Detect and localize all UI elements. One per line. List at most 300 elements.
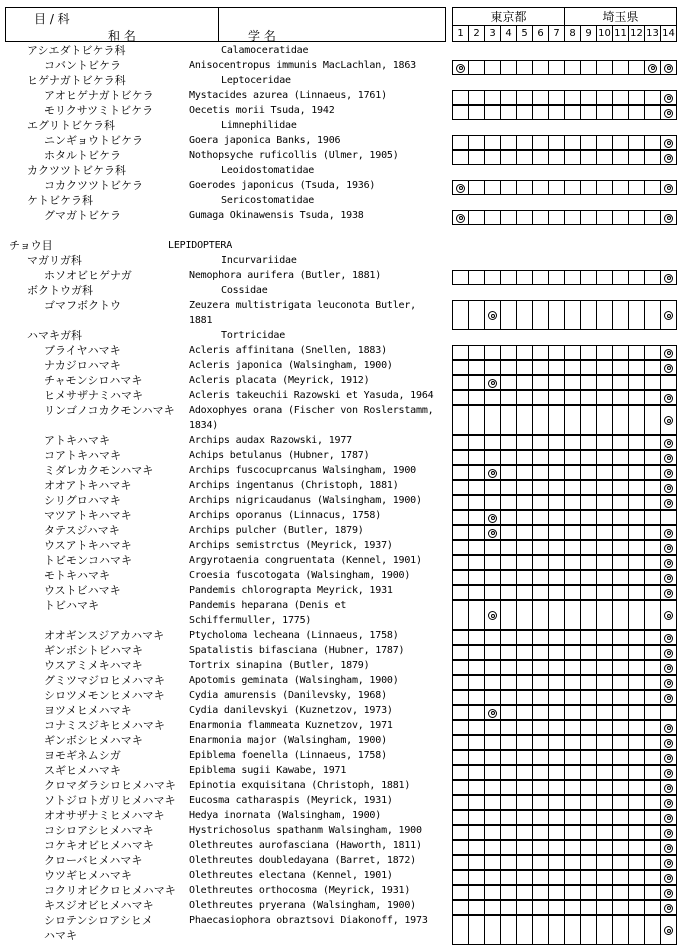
site-cell-12 <box>629 466 645 480</box>
species-japanese-name: シロツメモンヒメハマキ <box>44 689 165 702</box>
header-column-divider <box>218 8 219 41</box>
site-cell-5 <box>517 676 533 690</box>
site-cell-12 <box>629 541 645 555</box>
site-cell-14 <box>661 556 677 570</box>
site-cell-7 <box>549 271 565 285</box>
site-cell-4 <box>501 541 517 555</box>
site-cell-14 <box>661 376 677 390</box>
site-cell-8 <box>565 826 581 840</box>
record-mark-icon <box>488 611 497 620</box>
species-japanese-name: アトキハマキ <box>44 434 110 447</box>
site-cell-5 <box>517 586 533 600</box>
site-cell-8 <box>565 556 581 570</box>
record-grid-row <box>452 180 677 195</box>
site-cell-4 <box>501 691 517 705</box>
site-cell-6 <box>533 91 549 105</box>
site-cell-8 <box>565 856 581 870</box>
site-cell-5 <box>517 751 533 765</box>
site-cell-4 <box>501 601 517 630</box>
record-mark-icon <box>664 154 673 163</box>
site-cell-1 <box>453 436 469 450</box>
site-cell-13 <box>645 346 661 360</box>
site-cell-8 <box>565 436 581 450</box>
site-cell-9 <box>581 736 597 750</box>
site-cell-4 <box>501 391 517 405</box>
site-cell-12 <box>629 781 645 795</box>
site-cell-14 <box>661 661 677 675</box>
species-scientific-name: Epiblema foenella (Linnaeus, 1758) <box>189 750 387 761</box>
site-cell-12 <box>629 721 645 735</box>
site-cell-11 <box>613 691 629 705</box>
species-japanese-name: ホソオビヒゲナガ <box>44 269 132 282</box>
species-japanese-name: ブライヤハマキ <box>44 344 121 357</box>
species-scientific-name: Olethreutes pryerana (Walsingham, 1900) <box>189 900 416 911</box>
site-cell-1 <box>453 916 469 945</box>
site-cell-13 <box>645 676 661 690</box>
site-cell-7 <box>549 91 565 105</box>
site-cell-7 <box>549 181 565 195</box>
record-grid-row <box>452 405 677 435</box>
site-cell-2 <box>469 556 485 570</box>
species-japanese-name: オオギンスジアカハマキ <box>44 629 165 642</box>
site-cell-1 <box>453 721 469 735</box>
site-cell-6 <box>533 691 549 705</box>
site-cell-2 <box>469 856 485 870</box>
species-scientific-name: Hystrichosolus spathanm Walsingham, 1900 <box>189 825 422 836</box>
site-cell-1 <box>453 541 469 555</box>
record-mark-icon <box>664 439 673 448</box>
site-cell-6 <box>533 151 549 165</box>
species-japanese-name: コクリオビクロヒメハマキ <box>44 884 176 897</box>
record-mark-icon <box>664 724 673 733</box>
site-cell-10 <box>597 691 613 705</box>
site-cell-7 <box>549 796 565 810</box>
record-grid-row <box>452 60 677 75</box>
site-cell-3 <box>485 451 501 465</box>
site-cell-10 <box>597 571 613 585</box>
site-cell-8 <box>565 676 581 690</box>
site-cell-6 <box>533 181 549 195</box>
site-cell-1 <box>453 361 469 375</box>
site-cell-14 <box>661 841 677 855</box>
species-scientific-name: Eucosma catharaspis (Meyrick, 1931) <box>189 795 393 806</box>
site-cell-8 <box>565 271 581 285</box>
site-cell-6 <box>533 436 549 450</box>
site-cell-11 <box>613 271 629 285</box>
site-cell-4 <box>501 736 517 750</box>
site-cell-6 <box>533 871 549 885</box>
record-grid-row <box>452 810 677 825</box>
record-mark-icon <box>664 544 673 553</box>
record-mark-icon <box>664 529 673 538</box>
site-cell-4 <box>501 706 517 720</box>
site-cell-13 <box>645 451 661 465</box>
site-cell-6 <box>533 856 549 870</box>
site-cell-1 <box>453 136 469 150</box>
site-cell-5 <box>517 571 533 585</box>
site-cell-6 <box>533 451 549 465</box>
site-cell-3 <box>485 511 501 525</box>
site-cell-9 <box>581 466 597 480</box>
family-name: マガリガ科 <box>27 254 82 267</box>
site-cell-13 <box>645 706 661 720</box>
site-cell-3 <box>485 841 501 855</box>
site-number-6: 6 <box>533 26 549 42</box>
site-cell-11 <box>613 481 629 495</box>
site-cell-12 <box>629 736 645 750</box>
site-cell-14 <box>661 901 677 915</box>
site-cell-7 <box>549 151 565 165</box>
species-scientific-name: Goera japonica Banks, 1906 <box>189 135 341 146</box>
site-cell-6 <box>533 466 549 480</box>
record-grid-row <box>452 660 677 675</box>
record-mark-icon <box>664 469 673 478</box>
site-cell-10 <box>597 496 613 510</box>
site-cell-8 <box>565 886 581 900</box>
site-cell-3 <box>485 811 501 825</box>
site-cell-14 <box>661 796 677 810</box>
site-cell-12 <box>629 271 645 285</box>
site-cell-1 <box>453 736 469 750</box>
site-cell-4 <box>501 586 517 600</box>
record-mark-icon <box>664 484 673 493</box>
site-cell-8 <box>565 181 581 195</box>
site-cell-3 <box>485 361 501 375</box>
site-cell-5 <box>517 691 533 705</box>
site-cell-13 <box>645 151 661 165</box>
species-scientific-name: Nothopsyche ruficollis (Ulmer, 1905) <box>189 150 399 161</box>
site-cell-4 <box>501 91 517 105</box>
species-japanese-name: コバントビケラ <box>44 59 121 72</box>
site-cell-1 <box>453 526 469 540</box>
site-cell-10 <box>597 91 613 105</box>
site-cell-14 <box>661 151 677 165</box>
site-cell-1 <box>453 511 469 525</box>
site-cell-12 <box>629 556 645 570</box>
site-cell-12 <box>629 766 645 780</box>
site-cell-6 <box>533 781 549 795</box>
species-scientific-name: Epinotia exquisitana (Christoph, 1881) <box>189 780 411 791</box>
site-cell-10 <box>597 736 613 750</box>
species-japanese-name: コアトキハマキ <box>44 449 121 462</box>
record-mark-icon <box>664 274 673 283</box>
site-cell-11 <box>613 901 629 915</box>
site-cell-13 <box>645 436 661 450</box>
site-cell-5 <box>517 706 533 720</box>
site-cell-2 <box>469 886 485 900</box>
site-cell-11 <box>613 301 629 330</box>
site-cell-1 <box>453 391 469 405</box>
site-cell-7 <box>549 781 565 795</box>
site-cell-10 <box>597 361 613 375</box>
site-cell-13 <box>645 211 661 225</box>
site-cell-5 <box>517 601 533 630</box>
site-cell-8 <box>565 901 581 915</box>
family-scientific-name: Calamoceratidae <box>221 45 309 56</box>
species-scientific-name: Olethreutes doubledayana (Barret, 1872) <box>189 855 416 866</box>
site-cell-5 <box>517 511 533 525</box>
site-cell-2 <box>469 526 485 540</box>
site-cell-2 <box>469 496 485 510</box>
species-scientific-name: Mystacides azurea (Linnaeus, 1761) <box>189 90 387 101</box>
site-cell-5 <box>517 436 533 450</box>
site-cell-3 <box>485 766 501 780</box>
site-cell-14 <box>661 571 677 585</box>
species-japanese-name-cont: ハマキ <box>44 929 77 942</box>
site-cell-12 <box>629 436 645 450</box>
site-cell-5 <box>517 646 533 660</box>
record-mark-icon <box>664 94 673 103</box>
site-cell-1 <box>453 106 469 120</box>
species-scientific-name: Cydia amurensis (Danilevsky, 1968) <box>189 690 387 701</box>
site-cell-2 <box>469 721 485 735</box>
site-cell-11 <box>613 916 629 945</box>
site-cell-11 <box>613 826 629 840</box>
site-cell-7 <box>549 376 565 390</box>
species-scientific-name: Apotomis geminata (Walsingham, 1900) <box>189 675 399 686</box>
site-cell-4 <box>501 766 517 780</box>
site-number-1: 1 <box>453 26 469 42</box>
site-cell-4 <box>501 751 517 765</box>
site-cell-11 <box>613 781 629 795</box>
site-cell-2 <box>469 271 485 285</box>
record-grid-row <box>452 150 677 165</box>
site-cell-7 <box>549 571 565 585</box>
site-cell-3 <box>485 496 501 510</box>
site-cell-4 <box>501 631 517 645</box>
site-cell-8 <box>565 376 581 390</box>
site-cell-7 <box>549 766 565 780</box>
record-grid-row <box>452 630 677 645</box>
site-cell-14 <box>661 211 677 225</box>
site-cell-2 <box>469 811 485 825</box>
site-cell-7 <box>549 526 565 540</box>
site-cell-11 <box>613 361 629 375</box>
species-scientific-name: Croesia fuscotogata (Walsingham, 1900) <box>189 570 411 581</box>
site-cell-12 <box>629 151 645 165</box>
species-japanese-name: グミツマジロヒメハマキ <box>44 674 165 687</box>
site-cell-3 <box>485 691 501 705</box>
site-cell-13 <box>645 406 661 435</box>
site-cell-12 <box>629 61 645 75</box>
site-cell-7 <box>549 451 565 465</box>
site-cell-6 <box>533 826 549 840</box>
site-cell-13 <box>645 481 661 495</box>
site-cell-10 <box>597 436 613 450</box>
site-cell-8 <box>565 736 581 750</box>
site-cell-1 <box>453 466 469 480</box>
site-cell-12 <box>629 481 645 495</box>
site-cell-1 <box>453 796 469 810</box>
site-cell-6 <box>533 406 549 435</box>
site-cell-10 <box>597 61 613 75</box>
record-grid-row <box>452 555 677 570</box>
site-cell-10 <box>597 826 613 840</box>
site-cell-10 <box>597 646 613 660</box>
site-cell-7 <box>549 631 565 645</box>
site-cell-7 <box>549 406 565 435</box>
site-cell-4 <box>501 571 517 585</box>
site-cell-2 <box>469 391 485 405</box>
site-number-5: 5 <box>517 26 533 42</box>
site-cell-13 <box>645 61 661 75</box>
site-cell-13 <box>645 601 661 630</box>
record-mark-icon <box>664 859 673 868</box>
species-japanese-name: タテスジハマキ <box>44 524 120 537</box>
record-grid-row <box>452 585 677 600</box>
species-japanese-name: オオアトキハマキ <box>44 479 132 492</box>
species-japanese-name: グマガトビケラ <box>44 209 121 222</box>
site-cell-10 <box>597 481 613 495</box>
site-cell-10 <box>597 886 613 900</box>
site-cell-5 <box>517 811 533 825</box>
site-cell-6 <box>533 271 549 285</box>
site-cell-6 <box>533 361 549 375</box>
record-grid-row <box>452 795 677 810</box>
species-japanese-name: トビモンコハマキ <box>44 554 132 567</box>
site-cell-13 <box>645 301 661 330</box>
site-cell-6 <box>533 601 549 630</box>
site-cell-13 <box>645 841 661 855</box>
order-scientific-name: LEPIDOPTERA <box>168 240 233 251</box>
site-cell-7 <box>549 646 565 660</box>
record-mark-icon <box>664 364 673 373</box>
site-cell-3 <box>485 631 501 645</box>
site-cell-13 <box>645 751 661 765</box>
site-cell-9 <box>581 211 597 225</box>
site-cell-2 <box>469 706 485 720</box>
site-cell-6 <box>533 736 549 750</box>
site-cell-4 <box>501 811 517 825</box>
species-scientific-name-cont: 1834) <box>189 420 219 431</box>
site-cell-5 <box>517 766 533 780</box>
site-cell-5 <box>517 541 533 555</box>
site-cell-3 <box>485 376 501 390</box>
site-cell-3 <box>485 706 501 720</box>
site-cell-10 <box>597 796 613 810</box>
record-mark-icon <box>664 109 673 118</box>
site-cell-12 <box>629 106 645 120</box>
site-cell-1 <box>453 181 469 195</box>
site-cell-8 <box>565 136 581 150</box>
site-cell-6 <box>533 916 549 945</box>
species-japanese-name: コシロアシヒメハマキ <box>44 824 154 837</box>
site-cell-5 <box>517 391 533 405</box>
site-cell-2 <box>469 91 485 105</box>
site-cell-4 <box>501 136 517 150</box>
record-grid-row <box>452 870 677 885</box>
site-cell-1 <box>453 571 469 585</box>
site-cell-4 <box>501 646 517 660</box>
site-cell-7 <box>549 751 565 765</box>
site-cell-11 <box>613 676 629 690</box>
site-cell-5 <box>517 451 533 465</box>
record-grid-row <box>452 435 677 450</box>
site-cell-5 <box>517 151 533 165</box>
site-cell-11 <box>613 751 629 765</box>
site-cell-5 <box>517 481 533 495</box>
record-grid-row <box>452 690 677 705</box>
site-cell-10 <box>597 406 613 435</box>
site-cell-10 <box>597 811 613 825</box>
site-cell-5 <box>517 901 533 915</box>
site-cell-8 <box>565 91 581 105</box>
site-cell-7 <box>549 211 565 225</box>
site-cell-8 <box>565 706 581 720</box>
site-cell-13 <box>645 391 661 405</box>
species-scientific-name: Argyrotaenia congruentata (Kennel, 1901) <box>189 555 422 566</box>
site-cell-8 <box>565 211 581 225</box>
site-cell-8 <box>565 691 581 705</box>
site-cell-7 <box>549 676 565 690</box>
site-cell-4 <box>501 211 517 225</box>
species-scientific-name: Spatalistis bifasciana (Hubner, 1787) <box>189 645 405 656</box>
site-cell-9 <box>581 916 597 945</box>
site-cell-14 <box>661 526 677 540</box>
record-mark-icon <box>664 679 673 688</box>
site-cell-8 <box>565 466 581 480</box>
site-number-9: 9 <box>581 26 597 42</box>
site-cell-10 <box>597 181 613 195</box>
site-cell-9 <box>581 661 597 675</box>
site-cell-2 <box>469 901 485 915</box>
family-name: カクツツトビケラ科 <box>27 164 126 177</box>
species-scientific-name: Archips oporanus (Linnacus, 1758) <box>189 510 382 521</box>
site-cell-11 <box>613 136 629 150</box>
record-mark-icon <box>664 349 673 358</box>
site-cell-10 <box>597 706 613 720</box>
site-cell-8 <box>565 481 581 495</box>
site-cell-1 <box>453 481 469 495</box>
site-cell-9 <box>581 571 597 585</box>
site-cell-9 <box>581 751 597 765</box>
site-cell-11 <box>613 181 629 195</box>
site-cell-4 <box>501 406 517 435</box>
site-cell-10 <box>597 106 613 120</box>
site-cell-8 <box>565 451 581 465</box>
site-cell-10 <box>597 916 613 945</box>
site-cell-7 <box>549 721 565 735</box>
site-cell-7 <box>549 361 565 375</box>
site-cell-6 <box>533 346 549 360</box>
site-cell-11 <box>613 736 629 750</box>
site-cell-11 <box>613 91 629 105</box>
site-cell-5 <box>517 721 533 735</box>
site-cell-11 <box>613 766 629 780</box>
record-grid-row <box>452 600 677 630</box>
site-cell-1 <box>453 871 469 885</box>
site-cell-2 <box>469 541 485 555</box>
site-cell-5 <box>517 826 533 840</box>
site-cell-7 <box>549 856 565 870</box>
site-cell-14 <box>661 61 677 75</box>
record-grid-row <box>452 210 677 225</box>
site-cell-13 <box>645 526 661 540</box>
site-cell-9 <box>581 271 597 285</box>
record-mark-icon <box>664 754 673 763</box>
record-mark-icon <box>648 64 657 73</box>
site-cell-8 <box>565 766 581 780</box>
record-grid-row <box>452 915 677 945</box>
record-mark-icon <box>664 926 673 935</box>
species-scientific-name: Enarmonia major (Walsingham, 1900) <box>189 735 387 746</box>
species-scientific-name: Enarmonia flammeata Kuznetzov, 1971 <box>189 720 393 731</box>
site-cell-8 <box>565 871 581 885</box>
site-cell-5 <box>517 781 533 795</box>
site-cell-3 <box>485 721 501 735</box>
record-grid-row <box>452 540 677 555</box>
site-cell-12 <box>629 871 645 885</box>
